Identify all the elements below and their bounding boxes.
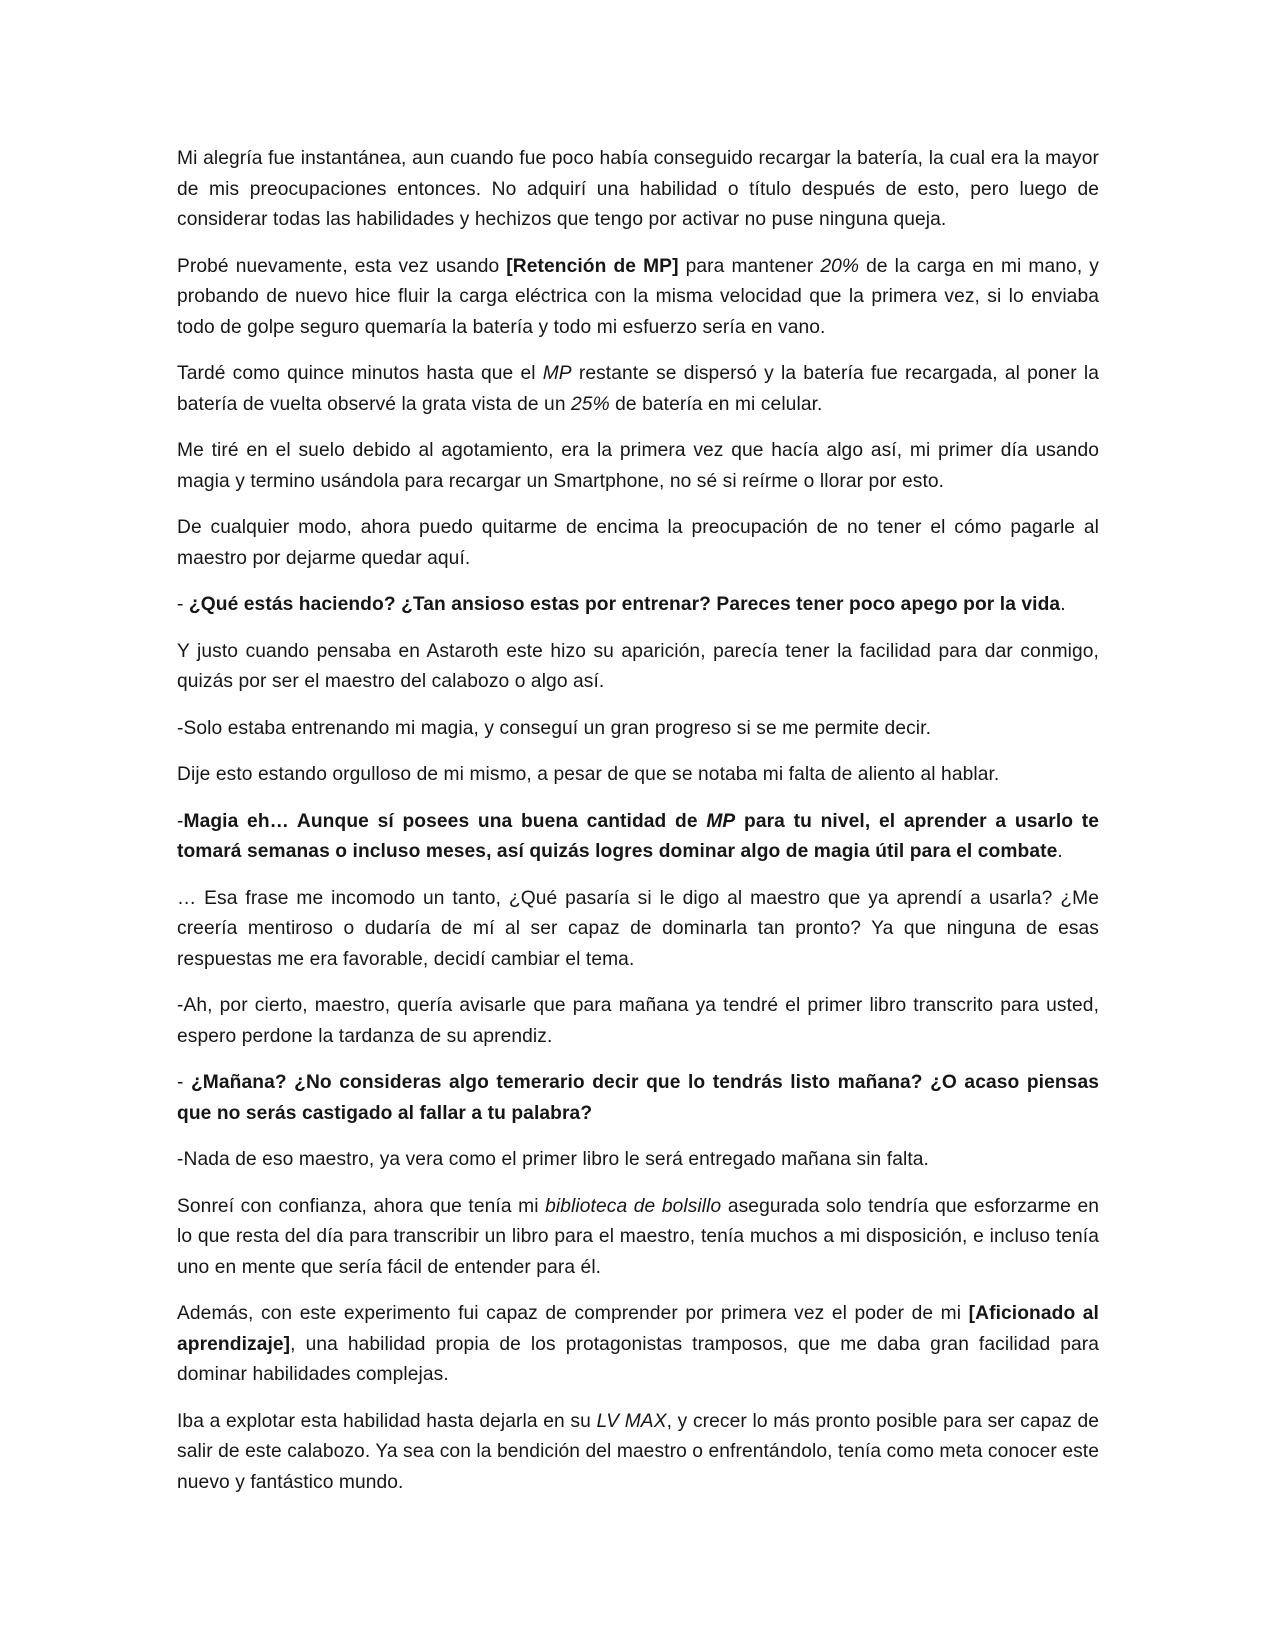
paragraph-4: Me tiré en el suelo debido al agotamiento, era la primera vez que hacía algo así, mi primer día usando magia y termino usándola para recargar un Smartphone, no sé si reírme o llorar por esto. [177, 440, 1099, 492]
paragraph-17: Iba a explotar esta habilidad hasta dejarla en su LV MAX, y crecer lo más pronto posible para ser capaz de salir de este calabozo. Ya sea con la bendición del maestro o enfrentándolo, tenía como meta conocer este nuevo y fantástico mundo. [177, 1410, 1100, 1493]
paragraph-16: Además, con este experimento fui capaz de comprender por primera vez el poder de mi [Aficionado al aprendizaje], una habilidad propia de los protagonistas tramposos, que me daba gran facilidad para dominar habilidades complejas. [177, 1303, 1099, 1385]
paragraph-11: … Esa frase me incomodo un tanto, ¿Qué pasaría si le digo al maestro que ya aprendí a usarla? ¿Me creería mentiroso o dudaría de mí al ser capaz de dominarla tan pronto? Ya que ninguna de esas respuestas me era favorable, decidí cambiar el tema. [177, 887, 1099, 970]
skill-learning-enthusiast: [Aficionado al aprendizaje] [177, 1303, 1099, 1355]
paragraph-9: Dije esto estando orgulloso de mi mismo, a pesar de que se notaba mi falta de aliento al hablar. [177, 764, 1000, 785]
dialogue-astaroth-2: -Magia eh… Aunque sí posees una buena cantidad de MP para tu nivel, el aprender a usarlo te tomará semanas o incluso meses, así quizás logres dominar algo de magia útil para el combate. [177, 810, 1100, 862]
paragraph-1: Mi alegría fue instantánea, aun cuando fue poco había conseguido recargar la batería, la cual era la mayor de mis preocupaciones entonces. No adquirí una habilidad o título después de esto, pero luego de considerar todas las habilidades y hechizos que tengo por activar no puse ninguna queja. [177, 148, 1099, 230]
dialogue-protagonist-3: -Nada de eso maestro, ya vera como el primer libro le será entregado mañana sin falta. [177, 1149, 929, 1170]
paragraph-5: De cualquier modo, ahora puedo quitarme de encima la preocupación de no tener el cómo pagarle al maestro por dejarme quedar aquí. [177, 517, 1099, 569]
document-body [177, 144, 1099, 1514]
paragraph-3: Tardé como quince minutos hasta que el MP restante se dispersó y la batería fue recargada, al poner la batería de vuelta observé la grata vista de un 25% de batería en mi celular. [177, 363, 1099, 415]
dialogue-protagonist-2: -Ah, por cierto, maestro, quería avisarle que para mañana ya tendré el primer libro transcrito para usted, espero perdone la tardanza de su aprendiz. [177, 995, 1099, 1047]
paragraph-7: Y justo cuando pensaba en Astaroth este hizo su aparición, parecía tener la facilidad para dar conmigo, quizás por ser el maestro del calabozo o algo así. [177, 640, 1099, 692]
paragraph-15: Sonreí con confianza, ahora que tenía mi biblioteca de bolsillo asegurada solo tendría que esforzarme en lo que resta del día para transcribir un libro para el maestro, tenía muchos a mi disposición, e incluso tenía uno en mente que sería fácil de entender para él. [177, 1195, 1099, 1278]
dialogue-protagonist-1: -Solo estaba entrenando mi magia, y conseguí un gran progreso si se me permite decir. [177, 717, 932, 739]
paragraph-2: Probé nuevamente, esta vez usando [Retención de MP] para mantener 20% de la carga en mi mano, y probando de nuevo hice fluir la carga eléctrica con la misma velocidad que la primera vez, si lo enviaba todo de golpe seguro quemaría la batería y todo mi esfuerzo sería en vano. [177, 255, 1099, 338]
skill-mp-retention: [Retención de MP] [506, 255, 679, 277]
dialogue-astaroth-3: - ¿Mañana? ¿No consideras algo temerario decir que lo tendrás listo mañana? ¿O acaso piensas que no serás castigado al fallar a tu palabra? [177, 1072, 1099, 1124]
dialogue-astaroth-1: - ¿Qué estás haciendo? ¿Tan ansioso estas por entrenar? Pareces tener poco apego por la vida. [177, 594, 1066, 615]
